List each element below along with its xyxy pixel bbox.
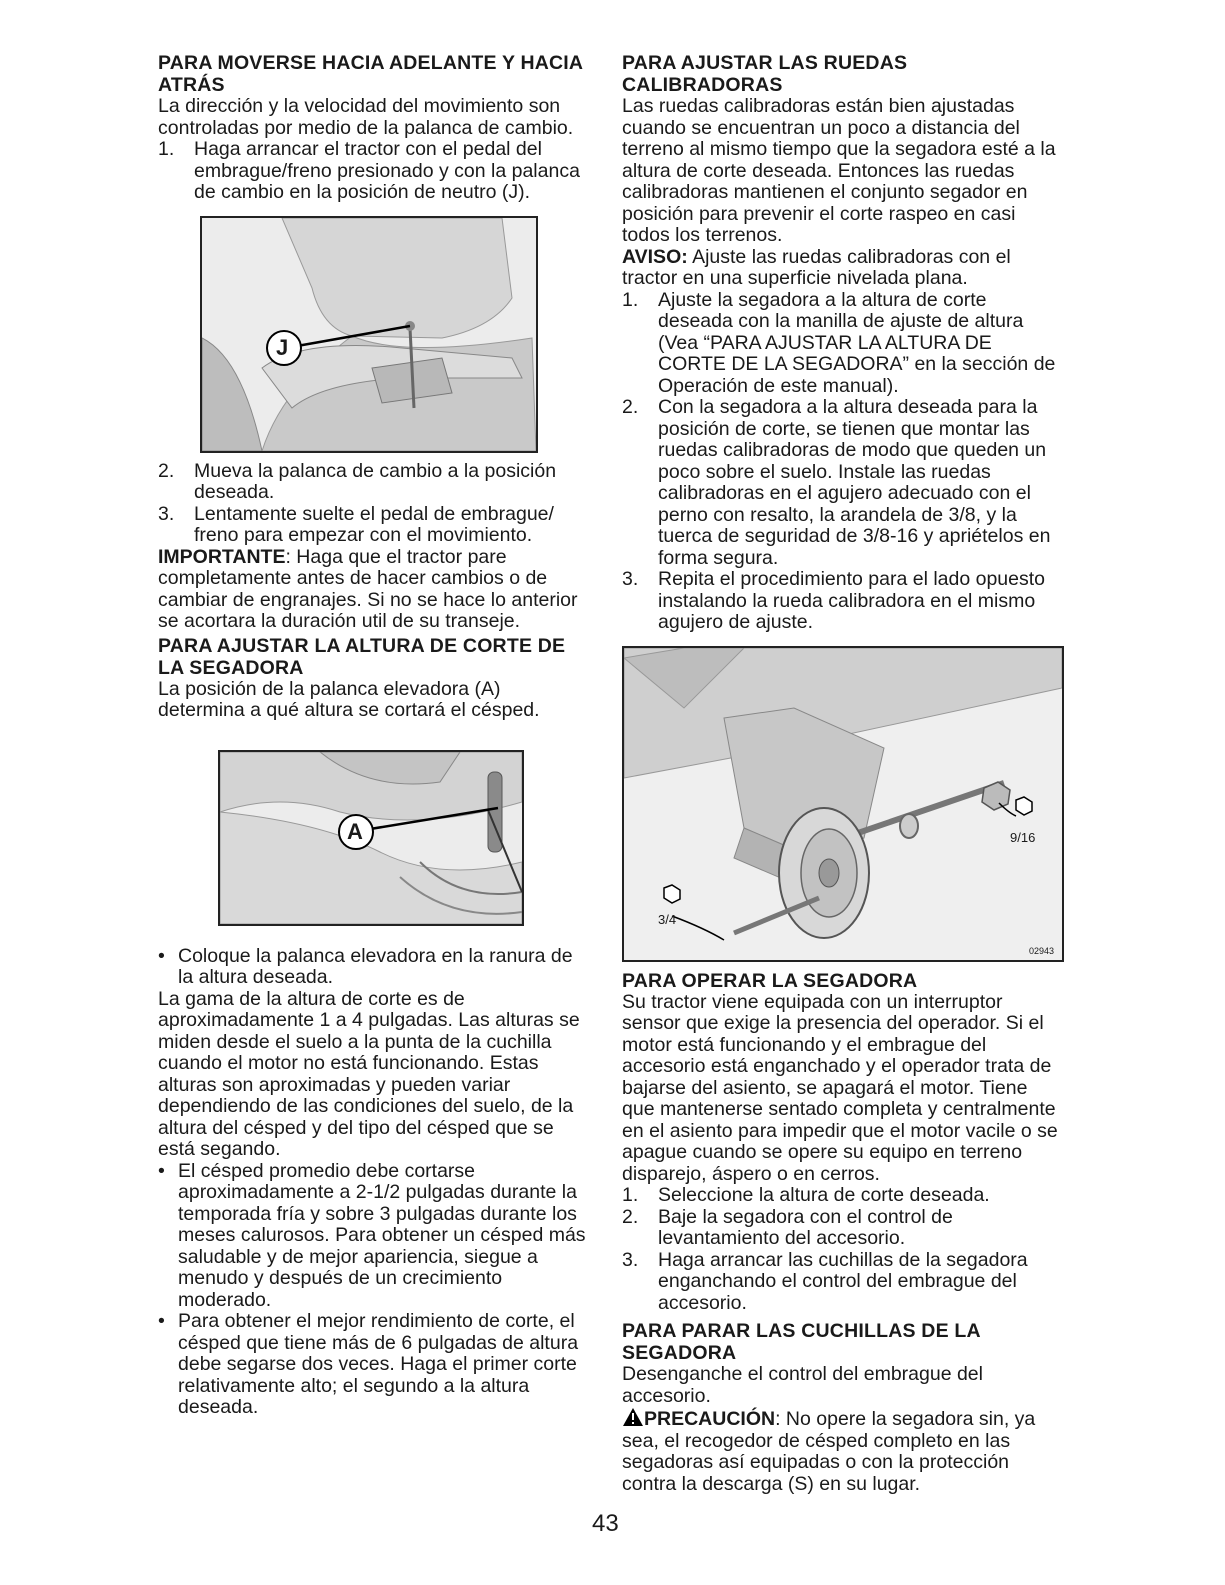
list-item [158,1161,588,1312]
list-item [622,1185,1062,1207]
list-item [622,569,1062,634]
list-item [622,1207,1062,1250]
step-number: 2. [622,1205,639,1228]
list-item [158,139,588,204]
important-label: IMPORTANTE [158,545,286,568]
callout-a-label: A [347,818,363,844]
step-text: Con la segadora a la altura deseada para la posición de corte, se tienen que montar las ruedas calibradoras de modo que queden un poco sobre el suelo. Instale las ruedas calibradoras en el agujero adecuado con el perno con resalto, la arandela de 3/8, y la tuerca de seguridad de 3/8-16 y apriételos en forma segura. [658,396,1051,569]
list-item [622,1250,1062,1315]
step-text: Lentamente suelte el pedal de embrague/ freno para empezar con el movimiento. [194,502,554,546]
step-text: Baje la segadora con el control de levantamiento del accesorio. [658,1205,953,1249]
step-text: Repita el procedimiento para el lado opuesto instalando la rueda calibradora en el mismo agujero de ajuste. [658,568,1046,633]
figure-lift-lever [218,750,524,926]
figure-code: 02943 [1028,945,1054,956]
step-number: 2. [622,396,639,418]
page-number: 43 [592,1510,619,1537]
list-item [158,461,588,504]
step-text: Haga arrancar el tractor con el pedal del embrague/freno presionado y con la palanca de cambio en la posición de neutro (J). [194,138,580,203]
figure-shift-lever [200,216,538,453]
lift-lever-illustration [220,752,522,924]
list-item [622,397,1062,569]
warning-triangle-icon [622,1407,644,1427]
step-number: 3. [622,568,639,590]
section-intro: La posición de la palanca elevadora (A) determina a qué altura se cortará el césped. [158,677,540,721]
section-title-stop-blades: PARA PARAR LAS CUCHILLAS DE LA SEGADORA [622,1320,981,1364]
step-text: Ajuste la segadora a la altura de corte deseada con la manilla de ajuste de altura (Vea “PARA AJUSTAR LA ALTURA DE CORTE DE LA SEGADORA” en la sección de Operación de este manual). [658,288,1056,397]
step-number: 1. [158,138,175,160]
section-intro: Desenganche el control del embrague del accesorio. [622,1363,983,1407]
list-item [158,946,588,989]
section-title-gauge-wheels: PARA AJUSTAR LAS RUEDAS CALIBRADORAS [622,52,908,96]
section-intro: La dirección y la velocidad del movimiento son controladas por medio de la palanca de cambio. [158,95,574,139]
precaucion-label: PRECAUCIÓN [644,1408,776,1430]
bullet-text: El césped promedio debe cortarse aproximadamente a 2-1/2 pulgadas durante la temporada fría y sobre 3 pulgadas durante los meses calurosos. Para obtener un césped más saludable y de mejor apariencia, siegue a menudo y después de un crecimiento moderado. [178,1159,586,1311]
important-note [158,547,588,633]
aviso-label: AVISO: [622,245,688,268]
step-number: 1. [622,288,639,311]
section-title-forward-reverse: PARA MOVERSE HACIA ADELANTE Y HACIA ATRÁS [158,52,583,96]
bullet: • [158,1159,165,1182]
step-text: Haga arrancar las cuchillas de la segadora enganchando el control del embrague del accesorio. [658,1248,1028,1314]
bullet: • [158,1310,165,1332]
figure-gauge-wheel [622,646,1064,962]
step-text: Mueva la palanca de cambio a la posición deseada. [194,459,557,503]
right-column [622,52,1062,1495]
bullet-text: Para obtener el mejor rendimiento de corte, el césped que tiene más de 6 pulgadas de altura debe segarse dos veces. Haga el primer corte relativamente alto; el segundo a la altura deseada. [178,1310,579,1418]
shift-lever-illustration [202,218,536,451]
list-item [158,1311,588,1419]
section-intro: Su tractor viene equipada con un interruptor sensor que exige la presencia del operador. Si el motor está funcionando y el embrague del accesorio está enganchado y el operador trata de bajarse del asiento, se apagará el motor. Tiene que mantenerse sentado completa y centralmente en el asiento para impedir que el motor vacile o se apague cuando se opere su equipo en terreno disparejo, áspero o en cerros. [622,990,1058,1185]
bullet: • [158,944,165,967]
precaucion-text: : No opere la segadora sin, ya sea, el recogedor de césped completo en las segadoras así equipadas o con la protección contra la descarga (S) en su lugar. [622,1408,1036,1495]
step-text: Seleccione la altura de corte deseada. [658,1184,990,1206]
list-item [622,290,1062,398]
gauge-wheel-illustration [624,648,1062,960]
step-number: 2. [158,459,175,482]
paragraph-cut-range: La gama de la altura de corte es de aproximadamente 1 a 4 pulgadas. Las alturas se miden desde el suelo a la punta de la cuchilla cuando el motor no está funcionando. Estas alturas son aproximadas y pueden variar dependiendo de las condiciones del suelo, de la altura del césped y del tipo del césped que se está segando. [158,987,580,1160]
section-intro: Las ruedas calibradoras están bien ajustadas cuando se encuentran un poco a distancia del terreno al mismo tiempo que la segadora esté a la altura de corte deseada. Entonces las ruedas calibradoras mantienen el conjunto segador en posición para prevenir el corte raspeo en casi todos los terrenos. [622,95,1056,246]
callout-j-label: J [276,334,289,360]
wrench-size-label: 9/16 [1010,829,1036,845]
precaucion-note [622,1407,1062,1495]
section-title-operate-mower: PARA OPERAR LA SEGADORA [622,969,918,992]
bullet-text: Coloque la palanca elevadora en la ranura de la altura deseada. [178,944,573,988]
aviso-note [622,247,1062,290]
step-number: 3. [622,1248,639,1271]
wrench-size-label: 3/4 [658,911,677,927]
step-number: 1. [622,1184,639,1206]
list-item [158,504,588,547]
aviso-text: Ajuste las ruedas calibradoras con el tractor en una superficie nivelada plana. [622,245,1011,289]
left-column [158,52,588,1419]
important-text: : Haga que el tractor pare completamente antes de hacer cambios o de cambiar de engranajes. Si no se hace lo anterior se acortara la duración util de su transeje. [158,545,578,632]
step-number: 3. [158,502,175,525]
section-title-cut-height: PARA AJUSTAR LA ALTURA DE CORTE DE LA SEGADORA [158,634,566,679]
